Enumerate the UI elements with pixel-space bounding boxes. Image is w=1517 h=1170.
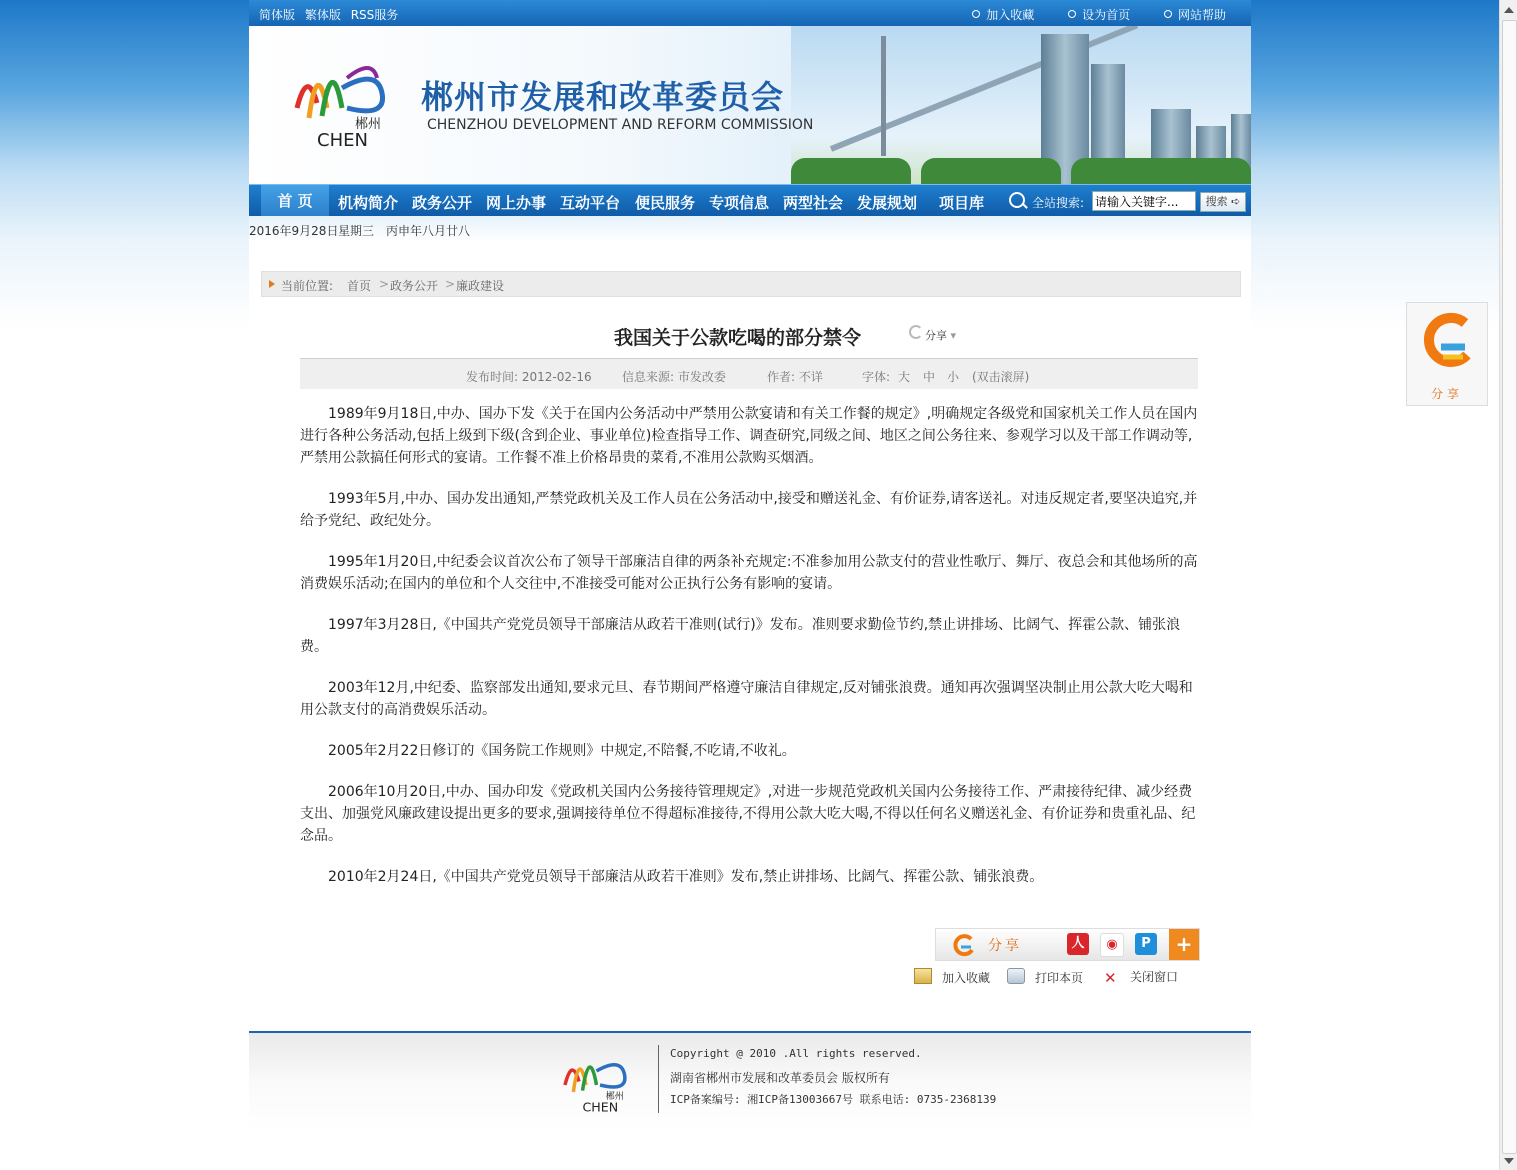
date-bar bbox=[249, 216, 1251, 242]
circle-bullet-icon bbox=[972, 10, 980, 18]
print-button[interactable]: 打印本页 bbox=[1007, 968, 1083, 986]
owner-text: 湖南省郴州市发展和改革委员会 版权所有 bbox=[670, 1071, 890, 1085]
publish-date: 发布时间: 2012-02-16 bbox=[466, 370, 592, 384]
svg-text:CHEN: CHEN bbox=[317, 130, 368, 148]
scroll-up-icon[interactable] bbox=[1504, 7, 1514, 13]
trees bbox=[791, 158, 911, 184]
link-rss[interactable]: RSS服务 bbox=[350, 8, 399, 22]
copyright-text: Copyright @ 2010 .All rights reserved. bbox=[670, 1047, 922, 1060]
nav-item-home[interactable]: 首 页 bbox=[261, 185, 329, 217]
header-banner bbox=[249, 26, 1251, 184]
nav-item-special-info[interactable]: 专项信息 bbox=[709, 194, 770, 212]
search-button[interactable]: 搜索 ➪ bbox=[1200, 192, 1246, 212]
chevron-down-icon: ▾ bbox=[950, 329, 957, 342]
circle-bullet-icon bbox=[1068, 10, 1076, 18]
tencent-share-icon[interactable]: P bbox=[1135, 933, 1157, 955]
nav-item-development-plan[interactable]: 发展规划 bbox=[857, 194, 918, 212]
nav-item-public-service[interactable]: 便民服务 bbox=[635, 194, 696, 212]
article-paragraph: 2010年2月24日,《中国共产党党员领导干部廉洁从政若干准则》发布,禁止讲排场、比阔气、挥霍公款、铺张浪费。 bbox=[328, 869, 1044, 885]
utility-links bbox=[942, 6, 1226, 23]
author: 作者: 不详 bbox=[767, 370, 823, 384]
nav-item-interaction[interactable]: 互动平台 bbox=[560, 194, 621, 212]
page-container bbox=[249, 0, 1251, 1170]
scroll-hint: (双击滚屏) bbox=[972, 370, 1030, 384]
share-logo-icon bbox=[1419, 309, 1475, 377]
font-size-label: 字体: bbox=[862, 370, 891, 384]
footer bbox=[249, 1031, 1251, 1133]
footer-divider bbox=[658, 1045, 659, 1113]
chevron-right-icon: > bbox=[445, 277, 456, 291]
crane-mast bbox=[881, 36, 886, 156]
share-label: 分享 bbox=[988, 938, 1022, 954]
article-paragraph: 1995年1月20日,中纪委会议首次公布了领导干部廉洁自律的两条补充规定:不准参加用公款支付的营业性歌厅、舞厅、夜总会和其他场所的高消费娱乐活动;在国内的单位和个人交往中,不准接受可能对公正执行公务有影响的宴请。 bbox=[300, 554, 1198, 592]
share-icon bbox=[909, 325, 923, 339]
scroll-down-icon[interactable] bbox=[1504, 1158, 1514, 1164]
weibo-share-icon[interactable]: ◉ bbox=[1100, 933, 1124, 957]
nav-item-two-type-society[interactable]: 两型社会 bbox=[783, 194, 844, 212]
site-title-english: CHENZHOU DEVELOPMENT AND REFORM COMMISSION bbox=[427, 117, 814, 133]
floating-share-widget[interactable] bbox=[1406, 302, 1488, 406]
site-help-link[interactable]: 网站帮助 bbox=[1164, 8, 1226, 22]
share-bar bbox=[935, 928, 1200, 961]
current-date: 2016年9月28日 bbox=[249, 224, 339, 238]
article-body bbox=[300, 403, 1198, 907]
chevron-right-icon: > bbox=[379, 277, 390, 291]
close-window-button[interactable]: ✕ 关闭窗口 bbox=[1104, 969, 1179, 987]
nav-item-online-service[interactable]: 网上办事 bbox=[486, 194, 547, 212]
breadcrumb-integrity[interactable]: 廉政建设 bbox=[456, 279, 505, 293]
breadcrumb-public-affairs[interactable]: 政务公开 bbox=[390, 279, 439, 293]
more-share-button[interactable]: + bbox=[1169, 929, 1199, 960]
svg-text:郴州: 郴州 bbox=[605, 1092, 624, 1102]
folder-icon bbox=[914, 968, 932, 984]
breadcrumb-label: 当前位置: bbox=[281, 279, 334, 293]
close-icon: ✕ bbox=[1104, 969, 1117, 987]
nav-item-public-affairs[interactable]: 政务公开 bbox=[412, 194, 473, 212]
share-dropdown[interactable]: 分享 ▾ bbox=[909, 325, 956, 343]
article-title: 我国关于公款吃喝的部分禁令 bbox=[614, 327, 862, 349]
add-favorite-button[interactable]: 加入收藏 bbox=[914, 968, 990, 986]
footer-logo bbox=[549, 1043, 644, 1113]
font-medium-button[interactable]: 中 bbox=[923, 370, 936, 384]
search-icon bbox=[1009, 192, 1025, 208]
chenzhou-logo bbox=[287, 48, 397, 148]
renren-share-icon[interactable]: 人 bbox=[1067, 933, 1089, 955]
icp-text: ICP备案编号: 湘ICP备13003667号 联系电话: 0735-2368139 bbox=[670, 1093, 997, 1106]
article-paragraph: 2003年12月,中纪委、监察部发出通知,要求元旦、春节期间严格遵守廉洁自律规定,反对铺张浪费。通知再次强调坚决制止用公款大吃大喝和用公款支付的高消费娱乐活动。 bbox=[300, 680, 1193, 718]
font-large-button[interactable]: 大 bbox=[898, 370, 911, 384]
printer-icon bbox=[1007, 968, 1025, 984]
article-paragraph: 2005年2月22日修订的《国务院工作规则》中规定,不陪餐,不吃请,不收礼。 bbox=[328, 743, 796, 759]
svg-text:郴州: 郴州 bbox=[355, 117, 382, 132]
nav-item-project-library[interactable]: 项目库 bbox=[939, 194, 985, 212]
language-links bbox=[259, 6, 404, 23]
article-meta bbox=[300, 358, 1198, 389]
article-paragraph: 2006年10月20日,中办、国办印发《党政机关国内公务接待管理规定》,对进一步规范党政机关国内公务接待工作、严肃接待纪律、减少经费支出、加强党风廉政建设提出更多的要求,强调接待单位不得超标准接待,不得用公款大吃大喝,不得以任何名义赠送礼金、有价证券和贵重礼品、纪念品。 bbox=[300, 784, 1196, 844]
search-label: 全站搜索: bbox=[1032, 196, 1085, 210]
breadcrumb-home[interactable]: 首页 bbox=[347, 279, 372, 293]
link-simplified[interactable]: 简体版 bbox=[259, 8, 296, 22]
font-small-button[interactable]: 小 bbox=[947, 370, 960, 384]
trees bbox=[921, 158, 1061, 184]
city-skyline-image bbox=[791, 26, 1251, 184]
article-paragraph: 1989年9月18日,中办、国办下发《关于在国内公务活动中严禁用公款宴请和有关工作餐的规定》,明确规定各级党和国家机关工作人员在国内进行各种公务活动,包括上级到下级(含到企业、事业单位)检查指导工作、调查研究,同级之间、地区之间公务往来、参观学习以及干部工作调动等,严禁用公款搞任何形式的宴请。工作餐不准上价格昂贵的菜肴,不准用公款购买烟酒。 bbox=[300, 406, 1198, 466]
vertical-scrollbar[interactable] bbox=[1499, 0, 1517, 1170]
arrow-icon bbox=[269, 280, 275, 288]
article-paragraph: 1993年5月,中办、国办发出通知,严禁党政机关及工作人员在公务活动中,接受和赠送礼金、有价证券,请客送礼。对违反规定者,要坚决追究,并给予党纪、政纪处分。 bbox=[300, 491, 1198, 529]
article-paragraph: 1997年3月28日,《中国共产党党员领导干部廉洁从政若干准则(试行)》发布。准则要求勤俭节约,禁止讲排场、比阔气、挥霍公款、铺张浪费。 bbox=[300, 617, 1181, 655]
search-input[interactable] bbox=[1092, 191, 1196, 211]
floating-share-label: 分享 bbox=[1430, 387, 1463, 401]
info-source: 信息来源: 市发改委 bbox=[622, 370, 726, 384]
scrollbar-thumb[interactable] bbox=[1502, 20, 1517, 1154]
add-favorite-link[interactable]: 加入收藏 bbox=[972, 8, 1034, 22]
link-traditional[interactable]: 繁体版 bbox=[304, 8, 341, 22]
lunar-date: 丙申年八月廿八 bbox=[386, 224, 471, 238]
top-bar bbox=[249, 0, 1251, 26]
circle-bullet-icon bbox=[1164, 10, 1172, 18]
breadcrumb bbox=[261, 271, 1241, 297]
share-logo-icon bbox=[952, 933, 976, 957]
trees bbox=[1071, 158, 1251, 184]
site-title: 郴州市发展和改革委员会 bbox=[421, 78, 785, 116]
set-homepage-link[interactable]: 设为首页 bbox=[1068, 8, 1130, 22]
nav-item-about[interactable]: 机构简介 bbox=[338, 194, 399, 212]
main-nav bbox=[249, 184, 1251, 217]
svg-text:CHEN: CHEN bbox=[582, 1099, 619, 1113]
weekday: 星期三 bbox=[338, 224, 375, 238]
